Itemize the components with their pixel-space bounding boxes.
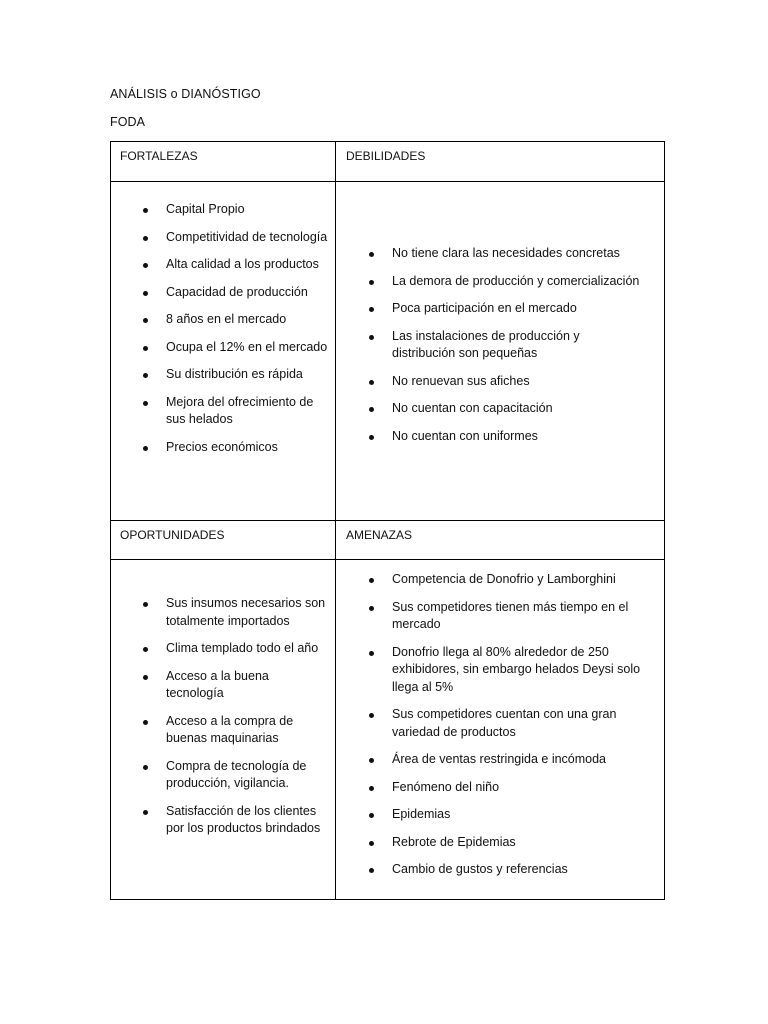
table-border-top [110,141,665,142]
fortalezas-heading: FORTALEZAS [120,149,198,163]
list-item: Epidemias [366,806,658,824]
table-column-divider [335,141,336,900]
list-item: Satisfacción de los clientes por los productos brindados [140,803,336,838]
list-item: No cuentan con capacitación [366,400,658,418]
fortalezas-list [140,201,330,466]
document-subtitle: FODA [110,115,146,129]
table-divider [110,520,665,521]
list-item: Acceso a la buena tecnología [140,668,306,703]
table-border-bottom [110,899,665,900]
list-item: Fenómeno del niño [366,779,658,797]
list-item: Competitividad de tecnología [140,229,330,247]
list-item: Las instalaciones de producción y distribución son pequeñas [366,328,612,363]
list-item: Sus competidores tienen más tiempo en el mercado [366,599,658,634]
list-item: Sus insumos necesarios son totalmente importados [140,595,332,630]
list-item: Sus competidores cuentan con una gran variedad de productos [366,706,642,741]
list-item: Poca participación en el mercado [366,300,658,318]
list-item: No cuentan con uniformes [366,428,658,446]
list-item: Clima templado todo el año [140,640,332,658]
list-item: Ocupa el 12% en el mercado [140,339,330,357]
list-item: Donofrio llega al 80% alrededor de 250 exhibidores, sin embargo helados Deysi solo llega al 5% [366,644,658,697]
list-item: Capacidad de producción [140,284,330,302]
list-item: Cambio de gustos y referencias [366,861,658,879]
amenazas-list [366,571,658,889]
list-item: No tiene clara las necesidades concretas [366,245,658,263]
debilidades-list [366,245,658,455]
debilidades-heading: DEBILIDADES [346,149,426,163]
table-border-left [110,141,111,900]
table-divider [110,559,665,560]
list-item: No renuevan sus afiches [366,373,658,391]
list-item: Su distribución es rápida [140,366,330,384]
list-item: Competencia de Donofrio y Lamborghini [366,571,658,589]
list-item: Alta calidad a los productos [140,256,330,274]
table-divider [110,181,665,182]
list-item: Compra de tecnología de producción, vigilancia. [140,758,332,793]
document-title: ANÁLISIS o DIANÓSTIGO [110,87,261,101]
amenazas-heading: AMENAZAS [346,528,413,542]
list-item: Rebrote de Epidemias [366,834,658,852]
list-item: Precios económicos [140,439,330,457]
list-item: Acceso a la compra de buenas maquinarias [140,713,326,748]
list-item: La demora de producción y comercialización [366,273,658,291]
table-border-right [664,141,665,900]
oportunidades-heading: OPORTUNIDADES [120,528,225,542]
list-item: Capital Propio [140,201,330,219]
list-item: Mejora del ofrecimiento de sus helados [140,394,330,429]
list-item: 8 años en el mercado [140,311,330,329]
oportunidades-list [140,595,332,848]
list-item: Área de ventas restringida e incómoda [366,751,658,769]
